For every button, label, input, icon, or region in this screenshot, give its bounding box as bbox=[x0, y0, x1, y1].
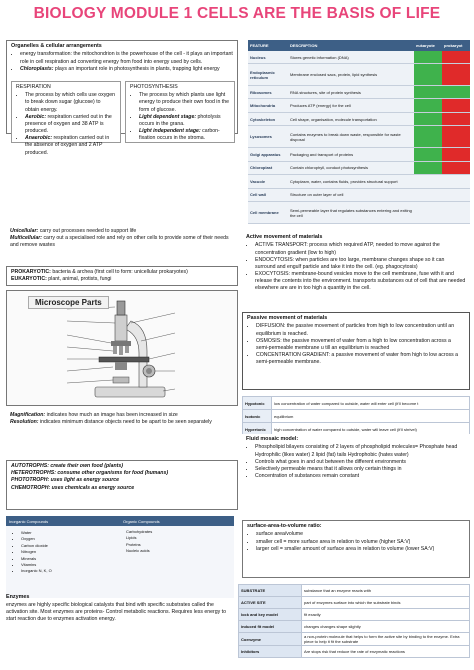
table-row: Golgi apparatus Packaging and transport of proteins bbox=[248, 148, 470, 161]
table-row: Hypertonic high concentration of water compared to outside, water will leave cell (it'll shrivel) bbox=[243, 423, 470, 436]
organelles-box bbox=[6, 40, 238, 156]
table-row: Isotonic equilibrium bbox=[243, 410, 470, 423]
list-item: Proteins bbox=[126, 541, 141, 547]
sav-heading: surface-area-to-volume ratio: bbox=[247, 523, 322, 529]
table-header: prokaryot bbox=[442, 40, 470, 51]
eukaryote-indicator bbox=[414, 85, 442, 98]
prokaryote-indicator bbox=[442, 64, 470, 86]
prokaryote-indicator bbox=[442, 112, 470, 125]
enzyme-table bbox=[238, 584, 470, 658]
table-row: Lysosomes Contains enzymes to break down waste, responsible for waste disposal bbox=[248, 126, 470, 148]
prokaryote-indicator bbox=[442, 126, 470, 148]
passive-heading: Passive movement of materials bbox=[247, 315, 328, 321]
fluid-mosaic-box bbox=[242, 434, 470, 516]
sav-box bbox=[242, 520, 470, 578]
table-row: Coenzyme a non-protein molecule that helps to form the active site by binding to the enzyme. Extra piece to help it fit the substrate bbox=[239, 633, 470, 646]
table-header: DESCRIPTION bbox=[288, 40, 414, 51]
table-row: Mitochondria Produces ATP (energy) for the cell bbox=[248, 99, 470, 112]
list-item: • Chloroplasts: plays an important role in photosynthesis in plants, trapping light energy bbox=[20, 66, 233, 73]
uni-multi-box: Unicellular: carry out processes needed to support life Multicellular: carry out a specialised role and rely on other cells to provide some of their needs and remove wastes bbox=[6, 226, 238, 262]
active-heading: Active movement of materials bbox=[246, 234, 323, 240]
table-row: induced fit model changes changes shape slightly bbox=[239, 621, 470, 633]
enzymes-heading: Enzymes bbox=[6, 594, 30, 600]
list-item: • Nitrogen bbox=[21, 549, 114, 555]
table-row: Inhibitors Are stops risk that reduce the rate of enzymatic reactions bbox=[239, 646, 470, 658]
list-item: • ACTIVE TRANSPORT: process which required ATP, needed to move against the concentration gradient (low to high) bbox=[255, 242, 466, 256]
prokaryote-indicator bbox=[442, 148, 470, 161]
prokaryote-indicator bbox=[442, 85, 470, 98]
list-item: • energy transformation: the mitochondrion is the powerhouse of the cell - it plays an important role in cell respiration ad converting energy from food into energy used by cells. bbox=[20, 51, 233, 65]
table-row: Ribosomes RNA structures, site of protein synthesis bbox=[248, 85, 470, 98]
list-item: • Light independent stage: carbon-fixation occurs in the stroma. bbox=[139, 128, 230, 142]
table-row: lock and key model fit exactly bbox=[239, 609, 470, 621]
table-row: Cytoskeleton Cell shape, organisation, molecule transportation bbox=[248, 112, 470, 125]
table-header: FEATURE bbox=[248, 40, 288, 51]
enzymes-section bbox=[6, 594, 234, 623]
organelles-list bbox=[11, 51, 233, 73]
pro-eu-box: PROKARYOTIC: bacteria & archea (first cell to form: unicellular prokaryotes) EUKARYOTIC: plant, animal, protists, fungi bbox=[6, 266, 238, 286]
list-item: • Light dependent stage: photolysis occurs in the grana. bbox=[139, 114, 230, 128]
eukaryote-indicator bbox=[414, 202, 442, 224]
prokaryote-indicator bbox=[442, 161, 470, 174]
list-item: • Aerobic: respiration carried out in the presence of oxygen and 38 ATP is produced. bbox=[25, 114, 116, 136]
prokaryote-indicator bbox=[442, 188, 470, 201]
list-item: Nucleic acids bbox=[126, 548, 150, 554]
list-item: • Carbon dioxide bbox=[21, 543, 114, 549]
list-item: • The process by which cells use oxygen to break down sugar (glucose) to obtain energy. bbox=[25, 92, 116, 114]
list-item: • smaller cell = more surface area in relation to volume (higher SA:V) bbox=[256, 539, 465, 546]
list-item: • Selectively permeable means that it allows only certain things in bbox=[255, 466, 466, 473]
tonicity-table bbox=[242, 396, 470, 436]
table-header: Organic Compounds bbox=[120, 516, 234, 526]
compounds-table bbox=[6, 516, 234, 598]
inorganic-list bbox=[12, 530, 114, 575]
list-item: • CONCENTRATION GRADIENT: a passive movement of water from high to low across a semi-permeable membrane. bbox=[256, 352, 465, 366]
photosynthesis-heading: PHOTOSYNTHESIS bbox=[130, 84, 178, 90]
list-item: • EXOCYTOSIS: membrane-bound vesicles move to the cell membrane, fuse with it and release the contents into the environment. transports substances out of cell that are needed elsewhere are are in too high a quantity in the cell. bbox=[255, 271, 466, 293]
table-row: Nucleus Stores genetic information (DNA) bbox=[248, 51, 470, 64]
table-row: Endoplasmic reticulum Membrane enclosed sacs, protein, lipid synthesis bbox=[248, 64, 470, 86]
list-item: • DIFFUSION: the passive movement of particles from high to low concentration until an equilibrium is reached. bbox=[256, 323, 465, 337]
list-item: Carbohydrates bbox=[126, 529, 153, 534]
list-item: • Controls what goes in and out between the different environments bbox=[255, 459, 466, 466]
list-item: • Vitamins bbox=[21, 562, 114, 568]
list-item: • surface area/volume bbox=[256, 531, 465, 538]
prokaryote-indicator bbox=[442, 175, 470, 188]
eukaryote-indicator bbox=[414, 99, 442, 112]
list-item: • Inorganic N, K, O bbox=[21, 568, 114, 574]
table-header: eukaryote bbox=[414, 40, 442, 51]
table-row: Cell wall Structure on outer layer of cell bbox=[248, 188, 470, 201]
trophs-box: AUTOTROPHS: create their own food (plants) HETEROTROPHS: consume other organisms for food (humans) PHOTOTROPH: uses light as energy source CHEMOTROPH: uses chemicals as energy source bbox=[6, 460, 238, 510]
organelle-table bbox=[248, 40, 470, 224]
photosynthesis-box bbox=[125, 81, 235, 143]
table-row bbox=[6, 526, 234, 598]
table-row: Vacuole Cytoplasm, water, contains fluids, provides structural support bbox=[248, 175, 470, 188]
table-row: Hypotonic low concentration of water compared to outside, water will enter cell (it'll become t bbox=[243, 397, 470, 410]
list-item: • larger cell = smaller amount of surface area in relation to volume (lower SA:V) bbox=[256, 546, 465, 553]
respiration-box bbox=[11, 81, 121, 156]
eukaryote-indicator bbox=[414, 175, 442, 188]
eukaryote-indicator bbox=[414, 112, 442, 125]
list-item: Lipids bbox=[126, 535, 137, 541]
prokaryote-indicator bbox=[442, 99, 470, 112]
page-title: BIOLOGY MODULE 1 CELLS ARE THE BASIS OF LIFE bbox=[33, 5, 441, 22]
table-row: ACTIVE SITE part of enzymes surface into which the substrate binds bbox=[239, 597, 470, 609]
organelles-heading: Organelles & cellular arrangements bbox=[11, 43, 102, 49]
passive-movement-box bbox=[242, 312, 470, 390]
prokaryote-indicator bbox=[442, 51, 470, 64]
fluid-heading: Fluid mosaic model: bbox=[246, 436, 299, 442]
mag-res-box: Magnification: indicates how much an image has been increased in size Resolution: indicates minimum distance objects need to be apart to be seen separately bbox=[6, 410, 238, 454]
microscope-title: Microscope Parts bbox=[28, 296, 109, 309]
eukaryote-indicator bbox=[414, 148, 442, 161]
respiration-heading: RESPIRATION bbox=[16, 84, 51, 90]
table-row: Cell membrane Semi-permeable layer that regulates substances entering and exiting the cell bbox=[248, 202, 470, 224]
eukaryote-indicator bbox=[414, 188, 442, 201]
enzymes-text: enzymes are highly specific biological catalysts that bind with specific substrates called the activation site. Most enzymes are proteins- Control metabolic reactions. Requires less energy to start reaction due to enzymes activation energy. bbox=[6, 601, 226, 623]
list-item: • The process by which plants use light energy to produce their own food in the form of glucose. bbox=[139, 92, 230, 114]
organic-list bbox=[126, 529, 228, 555]
eukaryote-indicator bbox=[414, 161, 442, 174]
eukaryote-indicator bbox=[414, 64, 442, 86]
eukaryote-indicator bbox=[414, 51, 442, 64]
list-item: • Water bbox=[21, 530, 114, 536]
table-row: Chloroplast Contain chlorophyll, conduct photosynthesis bbox=[248, 161, 470, 174]
table-row: SUBSTRATE substance that an enzyme reacts with bbox=[239, 585, 470, 597]
list-item: • ENDOCYTOSIS: when particles are too large, membrane changes shape so it can surround and engulf particle and take it into the cell. (eg. phagocytosis) bbox=[255, 257, 466, 271]
list-item: • Concentration of substances remain constant bbox=[255, 473, 466, 480]
eukaryote-indicator bbox=[414, 126, 442, 148]
list-item: • Phospholipid bilayers consisting of 2 layers of phospholipid molecules= Phosphate head Hydrophilic (likes water) 2 lipid (fat) tails Hydrophobic (hates water) bbox=[255, 444, 466, 458]
list-item: • Anaerobic: respiration carried out in the absence of oxygen and 2 ATP produced. bbox=[25, 135, 116, 157]
list-item: • OSMOSIS: the passive movement of water from a high to low concentration across a semi-permeable membrane u till an equilibrium is reached bbox=[256, 338, 465, 352]
table-header: Inorganic Compounds bbox=[6, 516, 120, 526]
prokaryote-indicator bbox=[442, 202, 470, 224]
list-item: • Oxygen bbox=[21, 536, 114, 542]
list-item: • Minerals bbox=[21, 556, 114, 562]
active-movement-box bbox=[242, 232, 470, 308]
